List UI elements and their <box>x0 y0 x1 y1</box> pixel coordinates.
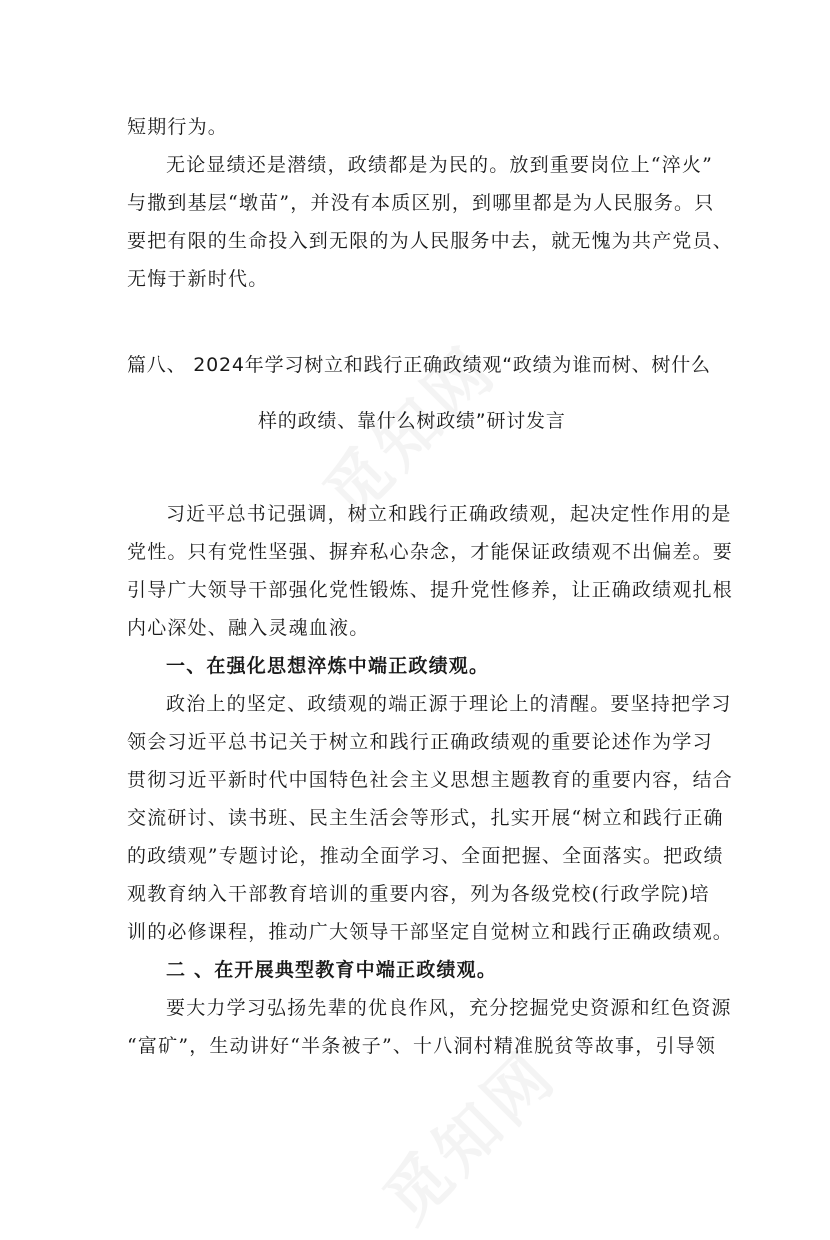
section-line: “富矿”，生动讲好“半条被子”、十八洞村精准脱贫等故事，引导领 <box>127 1035 717 1057</box>
article-title-line-1: 篇八、 2024年学习树立和践行正确政绩观“政绩为谁而树、树什么 <box>127 354 711 376</box>
section-line: 的政绩观”专题讨论，推动全面学习、全面把握、全面落实。把政绩 <box>127 845 724 867</box>
section-line: 交流研讨、读书班、民主生活会等形式，扎实开展“树立和践行正确 <box>127 807 724 829</box>
section-heading: 二 、在开展典型教育中端正政绩观。 <box>166 959 498 981</box>
watermark-text-2 <box>360 1027 574 1240</box>
section-line: 政治上的坚定、政绩观的端正源于理论上的清醒。要坚持把学习 <box>166 693 732 715</box>
paragraph-line: 无悔于新时代。 <box>127 268 269 290</box>
section-line: 要大力学习弘扬先辈的优良作风，充分挖掘党史资源和红色资源 <box>166 997 732 1019</box>
article-title-line-2: 样的政绩、靠什么树政绩”研讨发言 <box>258 410 566 432</box>
intro-line: 习近平总书记强调，树立和践行正确政绩观，起决定性作用的是 <box>166 503 732 525</box>
paragraph-line: 无论显绩还是潜绩，政绩都是为民的。放到重要岗位上“淬火” <box>166 154 714 176</box>
section-line: 贯彻习近平新时代中国特色社会主义思想主题教育的重要内容，结合 <box>127 769 734 791</box>
paragraph-line: 要把有限的生命投入到无限的为人民服务中去，就无愧为共产党员、 <box>127 230 734 252</box>
intro-line: 党性。只有党性坚强、摒弃私心杂念，才能保证政绩观不出偏差。要 <box>127 541 734 563</box>
paragraph-line: 短期行为。 <box>127 116 229 138</box>
section-heading: 一、在强化思想淬炼中端正政绩观。 <box>166 655 490 677</box>
section-line: 训的必修课程，推动广大领导干部坚定自觉树立和践行正确政绩观。 <box>127 921 734 943</box>
section-line: 观教育纳入干部教育培训的重要内容，列为各级党校(行政学院)培 <box>127 883 710 905</box>
paragraph-line: 与撒到基层“墩苗”，并没有本质区别，到哪里都是为人民服务。只 <box>127 192 715 214</box>
intro-line: 引导广大领导干部强化党性锻炼、提升党性修养，让正确政绩观扎根 <box>127 579 734 601</box>
intro-line: 内心深处、融入灵魂血液。 <box>127 617 370 639</box>
section-line: 领会习近平总书记关于树立和践行正确政绩观的重要论述作为学习 <box>127 731 713 753</box>
